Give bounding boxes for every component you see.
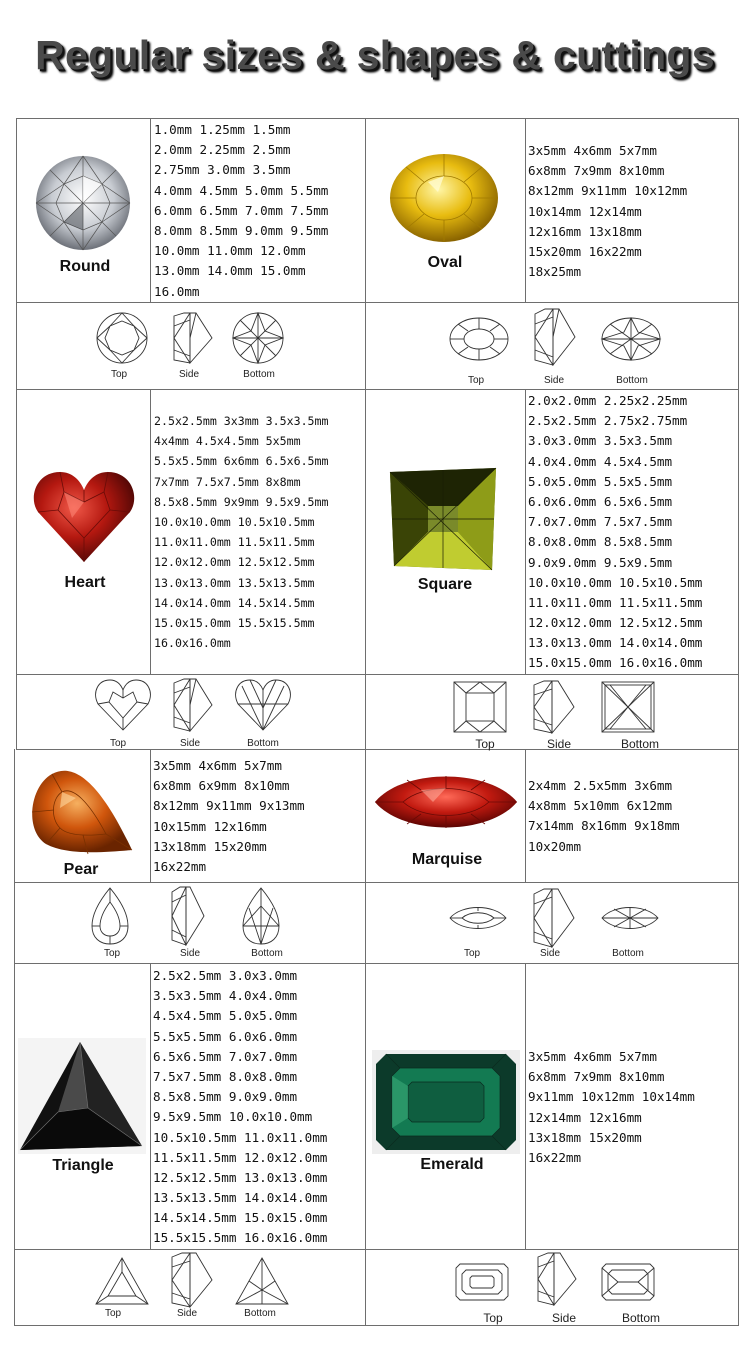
pear-top-caption: Top (103, 948, 121, 959)
size-line: 12.0x12.0mm 12.5x12.5mm (528, 615, 703, 631)
grid-line (14, 963, 739, 964)
size-line: 15.5x15.5mm 16.0x16.0mm (153, 1230, 328, 1246)
round-gem-image (34, 154, 132, 252)
size-line: 2.0mm 2.25mm 2.5mm (154, 142, 291, 158)
size-line: 11.0x11.0mm 11.5x11.5mm (528, 594, 703, 610)
size-line: 3x5mm 4x6mm 5x7mm (153, 758, 282, 773)
size-line: 7.0x7.0mm 7.5x7.5mm (528, 514, 673, 530)
size-line: 9.5x9.5mm 10.0x10.0mm (153, 1109, 313, 1125)
size-line: 3.0x3.0mm 3.5x3.5mm (528, 433, 673, 449)
size-line: 12x14mm 12x16mm (528, 1109, 642, 1125)
triangle-gem-image (18, 1038, 146, 1154)
size-line: 16x22mm (153, 858, 207, 874)
grid-line (14, 1249, 739, 1250)
triangle-top-caption: Top (104, 1308, 122, 1319)
pear-gem-image (28, 768, 134, 856)
size-line: 6.0x6.0mm 6.5x6.5mm (528, 493, 673, 509)
size-line: 8.0x8.0mm 8.5x8.5mm (528, 534, 673, 550)
size-line: 3x5mm 4x6mm 5x7mm (528, 143, 657, 158)
size-line: 16.0x16.0mm (154, 636, 231, 651)
size-line: 10x14mm 12x14mm (528, 203, 642, 219)
emerald-top-diagram (454, 1262, 510, 1302)
square-sizes (528, 391, 702, 674)
grid-line (150, 389, 151, 674)
size-line: 3.5x3.5mm 4.0x4.0mm (153, 988, 298, 1004)
heart-label: Heart (64, 574, 106, 591)
emerald-bottom-diagram (600, 1262, 656, 1302)
triangle-top-diagram (94, 1256, 150, 1306)
grid-line (150, 749, 151, 882)
heart-side-caption: Side (179, 738, 200, 749)
size-line: 11.0x11.0mm 11.5x11.5mm (154, 535, 315, 550)
size-line: 13x18mm 15x20mm (153, 838, 267, 854)
heart-top-caption: Top (109, 738, 127, 749)
size-line: 12.5x12.5mm 13.0x13.0mm (153, 1169, 328, 1185)
size-line: 6x8mm 7x9mm 8x10mm (528, 1069, 665, 1085)
size-line: 12x16mm 13x18mm (528, 223, 642, 239)
square-top-diagram (452, 680, 508, 734)
triangle-side-diagram (168, 1252, 214, 1308)
size-line: 5.5x5.5mm 6x6mm 6.5x6.5mm (154, 454, 329, 469)
grid-line (738, 118, 739, 1326)
size-line: 2.5x2.5mm 2.75x2.75mm (528, 413, 688, 429)
triangle-bottom-caption: Bottom (244, 1308, 276, 1319)
size-line: 13.5x13.5mm 14.0x14.0mm (153, 1190, 328, 1206)
size-line: 14.5x14.5mm 15.0x15.0mm (153, 1210, 328, 1226)
triangle-sizes (153, 966, 327, 1249)
square-label: Square (417, 576, 473, 593)
grid-line (14, 882, 739, 883)
size-line: 8x12mm 9x11mm 10x12mm (528, 183, 688, 199)
grid-line (150, 118, 151, 302)
grid-line (14, 1325, 739, 1326)
grid-line (14, 749, 15, 1326)
size-line: 16x22mm (528, 1149, 582, 1165)
heart-bottom-diagram (234, 678, 292, 732)
size-line: 2x4mm 2.5x5mm 3x6mm (528, 778, 673, 793)
pear-top-diagram (90, 886, 130, 946)
round-top-diagram (94, 312, 150, 364)
marquise-side-caption: Side (539, 948, 560, 959)
pear-bottom-caption: Bottom (251, 948, 283, 959)
oval-side-caption: Side (543, 375, 564, 386)
square-bottom-diagram (600, 680, 656, 734)
oval-top-diagram (448, 316, 510, 362)
size-line: 4x8mm 5x10mm 6x12mm (528, 798, 673, 814)
size-line: 14.0x14.0mm 14.5x14.5mm (154, 595, 315, 610)
heart-sizes (154, 411, 329, 653)
emerald-sizes (528, 1047, 695, 1168)
size-line: 12.0x12.0mm 12.5x12.5mm (154, 555, 315, 570)
size-line: 5.0x5.0mm 5.5x5.5mm (528, 473, 673, 489)
grid-line (525, 118, 526, 302)
size-line: 4.0mm 4.5mm 5.0mm 5.5mm (154, 182, 329, 198)
grid-line (365, 118, 366, 1326)
marquise-top-caption: Top (463, 948, 481, 959)
size-line: 8.0mm 8.5mm 9.0mm 9.5mm (154, 222, 329, 238)
round-sizes (154, 120, 328, 302)
size-line: 9.0x9.0mm 9.5x9.5mm (528, 554, 673, 570)
size-line: 10x20mm (528, 838, 582, 854)
pear-sizes (153, 756, 305, 877)
size-line: 15.0x15.0mm 15.5x15.5mm (154, 615, 315, 630)
grid-line (16, 118, 739, 119)
size-line: 15.0x15.0mm 16.0x16.0mm (528, 655, 703, 671)
oval-bottom-caption: Bottom (616, 375, 648, 386)
oval-gem-image (388, 152, 500, 244)
size-line: 13.0x13.0mm 14.0x14.0mm (528, 635, 703, 651)
pear-side-diagram (168, 886, 206, 946)
oval-label: Oval (427, 254, 463, 271)
size-line: 8.5x8.5mm 9x9mm 9.5x9.5mm (154, 494, 329, 509)
oval-sizes (528, 141, 687, 282)
grid-line (525, 963, 526, 1249)
round-side-caption: Side (178, 369, 199, 380)
round-side-diagram (170, 312, 214, 364)
size-line: 1.0mm 1.25mm 1.5mm (154, 122, 291, 137)
size-line: 2.75mm 3.0mm 3.5mm (154, 162, 291, 178)
round-top-caption: Top (110, 369, 128, 380)
size-line: 10.0mm 11.0mm 12.0mm (154, 243, 306, 259)
size-line: 13.0x13.0mm 13.5x13.5mm (154, 575, 315, 590)
triangle-bottom-diagram (234, 1256, 290, 1306)
size-line: 13x18mm 15x20mm (528, 1129, 642, 1145)
square-bottom-caption: Bottom (620, 737, 659, 751)
square-side-caption: Side (546, 737, 572, 751)
triangle-side-caption: Side (176, 1308, 197, 1319)
emerald-side-diagram (534, 1252, 578, 1306)
emerald-label: Emerald (420, 1156, 484, 1173)
size-line: 2.0x2.0mm 2.25x2.25mm (528, 393, 688, 408)
marquise-label: Marquise (411, 851, 483, 868)
marquise-side-diagram (530, 888, 576, 948)
oval-top-caption: Top (467, 375, 485, 386)
size-line: 6.0mm 6.5mm 7.0mm 7.5mm (154, 202, 329, 218)
size-line: 9x11mm 10x12mm 10x14mm (528, 1089, 695, 1105)
heart-bottom-caption: Bottom (247, 738, 279, 749)
emerald-gem-image (372, 1050, 520, 1154)
heart-side-diagram (170, 678, 214, 732)
size-line: 10.0x10.0mm 10.5x10.5mm (154, 514, 315, 529)
square-gem-image (388, 466, 498, 572)
size-line: 4x4mm 4.5x4.5mm 5x5mm (154, 434, 301, 449)
size-line: 7x14mm 8x16mm 9x18mm (528, 818, 680, 834)
size-line: 7x7mm 7.5x7.5mm 8x8mm (154, 474, 301, 489)
oval-side-diagram (531, 308, 577, 366)
grid-line (150, 963, 151, 1249)
size-line: 13.0mm 14.0mm 15.0mm (154, 263, 306, 279)
emerald-side-caption: Side (551, 1311, 577, 1325)
size-line: 6x8mm 6x9mm 8x10mm (153, 778, 290, 794)
round-label: Round (59, 258, 111, 275)
size-line: 3x5mm 4x6mm 5x7mm (528, 1049, 657, 1064)
emerald-top-caption: Top (483, 1311, 503, 1325)
size-line: 2.5x2.5mm 3.0x3.0mm (153, 968, 298, 983)
size-line: 7.5x7.5mm 8.0x8.0mm (153, 1068, 298, 1084)
round-bottom-diagram (231, 312, 285, 364)
size-line: 5.5x5.5mm 6.0x6.0mm (153, 1028, 298, 1044)
triangle-label: Triangle (52, 1157, 114, 1174)
heart-gem-image (32, 468, 136, 564)
size-line: 6x8mm 7x9mm 8x10mm (528, 163, 665, 179)
square-side-diagram (530, 680, 576, 734)
size-line: 10x15mm 12x16mm (153, 818, 267, 834)
grid-line (525, 749, 526, 882)
size-line: 11.5x11.5mm 12.0x12.0mm (153, 1149, 328, 1165)
marquise-sizes (528, 776, 680, 857)
oval-bottom-diagram (600, 316, 662, 362)
marquise-bottom-diagram (600, 902, 660, 934)
size-line: 4.0x4.0mm 4.5x4.5mm (528, 453, 673, 469)
grid-line (525, 389, 526, 674)
size-line: 8.5x8.5mm 9.0x9.0mm (153, 1089, 298, 1105)
pear-bottom-diagram (241, 886, 281, 946)
size-line: 18x25mm (528, 264, 582, 280)
page-title: Regular sizes & shapes & cuttings (35, 32, 715, 78)
grid-line (16, 674, 739, 675)
heart-top-diagram (94, 678, 152, 732)
marquise-bottom-caption: Bottom (612, 948, 644, 959)
grid-line (16, 389, 739, 390)
size-line: 8x12mm 9x11mm 9x13mm (153, 798, 305, 814)
size-line: 16.0mm (154, 283, 200, 299)
square-top-caption: Top (475, 737, 495, 751)
size-line: 2.5x2.5mm 3x3mm 3.5x3.5mm (154, 414, 329, 428)
size-line: 6.5x6.5mm 7.0x7.0mm (153, 1048, 298, 1064)
marquise-top-diagram (448, 902, 508, 934)
emerald-bottom-caption: Bottom (621, 1311, 660, 1325)
pear-side-caption: Side (179, 948, 200, 959)
size-line: 10.5x10.5mm 11.0x11.0mm (153, 1129, 328, 1145)
marquise-gem-image (373, 764, 519, 840)
size-line: 15x20mm 16x22mm (528, 243, 642, 259)
grid-line (16, 118, 17, 749)
size-line: 10.0x10.0mm 10.5x10.5mm (528, 574, 703, 590)
size-line: 4.5x4.5mm 5.0x5.0mm (153, 1008, 298, 1024)
round-bottom-caption: Bottom (243, 369, 275, 380)
grid-line (16, 302, 739, 303)
pear-label: Pear (63, 861, 99, 878)
